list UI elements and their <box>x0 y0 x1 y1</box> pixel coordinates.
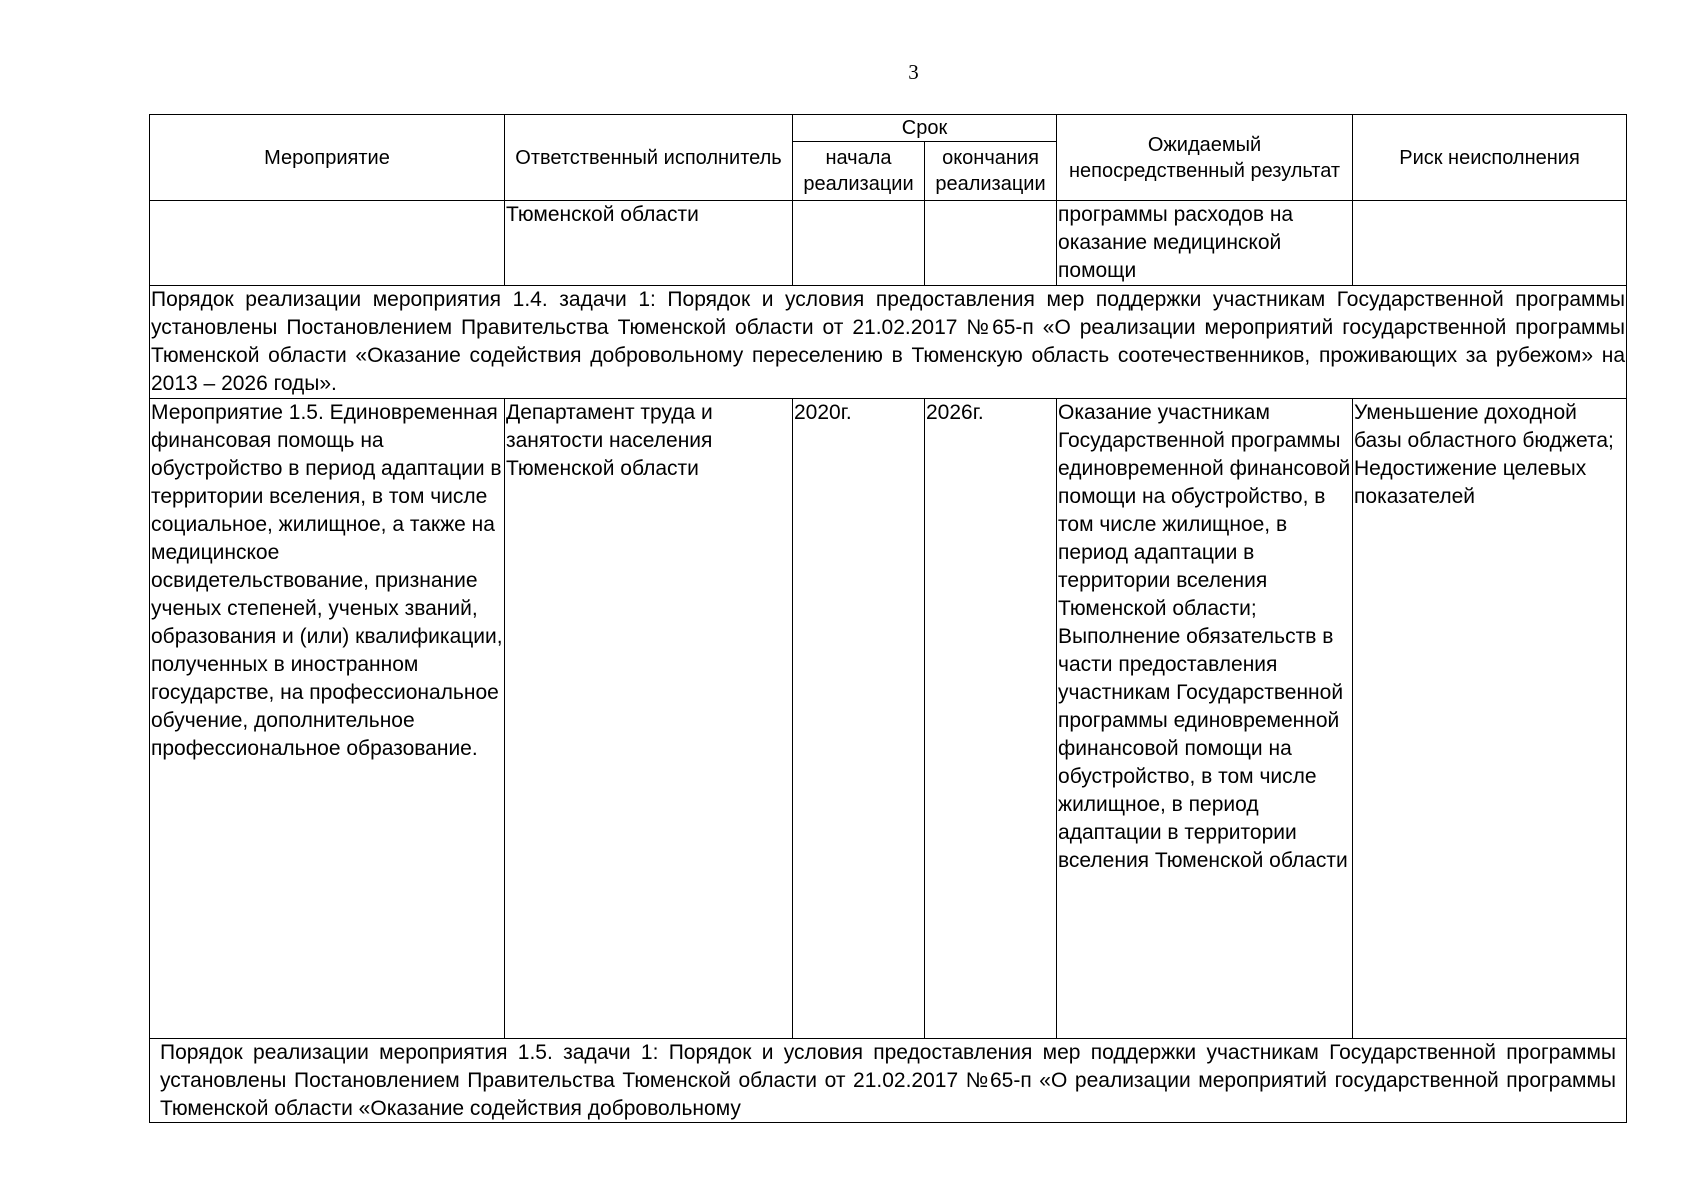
cell-responsible: Департамент труда и занятости населения Тюменской области <box>505 399 793 1039</box>
cell-responsible: Тюменской области <box>505 201 793 286</box>
header-measure: Мероприятие <box>150 115 505 201</box>
header-term-start: начала реализации <box>793 142 925 201</box>
header-term-end: окончания реализации <box>925 142 1057 201</box>
measures-table <box>149 114 1627 1123</box>
header-risk: Риск неисполнения <box>1353 115 1627 201</box>
header-row <box>150 115 1627 142</box>
procedure-text: Порядок реализации мероприятия 1.4. задачи 1: Порядок и условия предоставления мер поддержки участникам Государственной программы установлены Постановлением Правительства Тюменской области от 21.02.2017 №65-п «О реализации мероприятий государственной программы Тюменской области «Оказание содействия добровольному переселению в Тюменскую область соотечественников, проживающих за рубежом» на 2013 – 2026 годы». <box>150 286 1627 399</box>
page-number: 3 <box>908 60 919 84</box>
header-term: Срок <box>793 115 1057 142</box>
cell-result: Оказание участникам Государственной программы единовременной финансовой помощи на обустройство, в том числе жилищное, в период адаптации в территории вселения Тюменской области; Выполнение обязательств в части предоставления участникам Государственной программы единовременной финансовой помощи на обустройство, в том числе жилищное, в период адаптации в территории вселения Тюменской области <box>1057 399 1353 1039</box>
cell-end: 2026г. <box>925 399 1057 1039</box>
table-row-measure-1-5 <box>150 399 1627 1039</box>
cell-measure: Мероприятие 1.5. Единовременная финансовая помощь на обустройство в период адаптации в территории вселения, в том числе социальное, жилищное, а также на медицинское освидетельствование, признание ученых степеней, ученых званий, образования и (или) квалификации, полученных в иностранном государстве, на профессиональное обучение, дополнительное профессиональное образование. <box>150 399 505 1039</box>
cell-start <box>793 201 925 286</box>
cell-result: программы расходов на оказание медицинской помощи <box>1057 201 1353 286</box>
cell-end <box>925 201 1057 286</box>
cell-risk: Уменьшение доходной базы областного бюджета; Недостижение целевых показателей <box>1353 399 1627 1039</box>
table-row-continued <box>150 201 1627 286</box>
cell-measure <box>150 201 505 286</box>
header-expected-result: Ожидаемый непосредственный результат <box>1057 115 1353 201</box>
cell-start: 2020г. <box>793 399 925 1039</box>
procedure-text: Порядок реализации мероприятия 1.5. задачи 1: Порядок и условия предоставления мер поддержки участникам Государственной программы установлены Постановлением Правительства Тюменской области от 21.02.2017 №65-п «О реализации мероприятий государственной программы Тюменской области «Оказание содействия добровольному <box>160 1041 1617 1120</box>
header-responsible: Ответственный исполнитель <box>505 115 793 201</box>
table-row-procedure-1-5 <box>150 1039 1627 1123</box>
cell-risk <box>1353 201 1627 286</box>
table-row-procedure-1-4 <box>150 286 1627 399</box>
